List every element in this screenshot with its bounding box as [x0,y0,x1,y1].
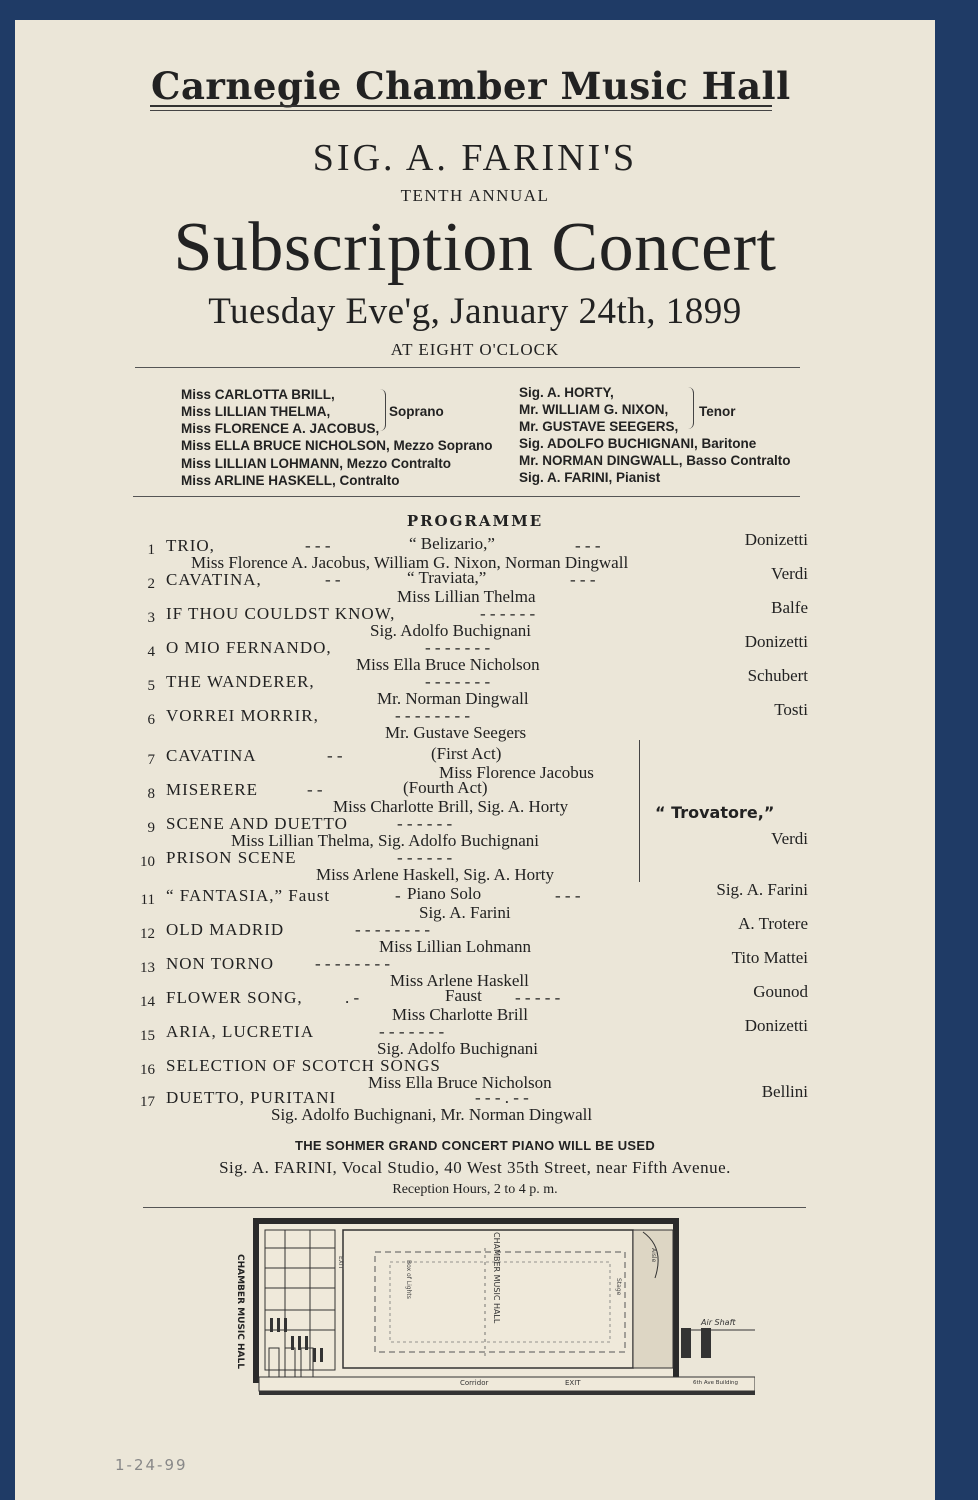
item-composer: Tosti [774,700,808,719]
item-number: 8 [147,786,155,802]
item-number: 2 [147,576,155,592]
item-performers: Miss Florence Jacobus [439,763,594,782]
item-composer: Sig. A. Farini [716,880,808,899]
presenter: SIG. A. FARINI'S [312,137,638,179]
floor-plan-air-shaft: Air Shaft [701,1318,736,1327]
program-page [15,20,935,1500]
soprano-brace [379,389,386,431]
performer: Mr. WILLIAM G. NIXON, [519,402,669,417]
item-number: 3 [147,610,155,626]
item-number: 16 [140,1062,155,1078]
item-number: 5 [147,678,155,694]
soprano-label: Soprano [389,404,444,419]
performer: Miss CARLOTTA BRILL, [181,387,335,402]
item-performers: Sig. Adolfo Buchignani [370,621,532,640]
item-composer: A. Trotere [738,914,808,933]
trovatore-label: “ Trovatore,” [655,803,775,822]
item-composer: Donizetti [744,530,808,549]
item-number: 6 [147,712,155,728]
item-performers: Sig. Adolfo Buchignani [377,1039,539,1058]
performer: Miss FLORENCE A. JACOBUS, [181,421,380,436]
programme-heading: PROGRAMME [406,512,544,530]
item-performers: Miss Lillian Lohmann [379,937,532,956]
floor-plan-side-label: CHAMBER MUSIC HALL [235,1254,245,1369]
performer: Sig. A. FARINI, Pianist [519,470,661,485]
divider [135,367,800,368]
item-composer: Balfe [771,598,808,617]
item-title: TRIO, [166,536,215,555]
item-performers: Sig. A. Farini [419,903,511,922]
title-rule-thin [150,110,772,111]
handwritten-date: 1-24-99 [115,1456,188,1474]
item-number: 7 [147,752,155,768]
item-source: “ Traviata,” [407,568,487,587]
item-number: 14 [140,994,155,1010]
item-title: OLD MADRID [166,920,285,939]
item-source: (Fourth Act) [403,778,488,797]
edition: TENTH ANNUAL [400,186,550,205]
reception-hours: Reception Hours, 2 to 4 p. m. [392,1182,558,1197]
trovatore-bracket [635,740,640,882]
item-leader: - - - [575,536,601,555]
item-source: Piano Solo [407,884,482,903]
item-leader: - - - - - - - - [355,920,431,939]
item-title: “ FANTASIA,” Faust [166,886,331,905]
item-number: 13 [140,960,155,976]
item-number: 15 [140,1028,155,1044]
item-performers: Miss Florence A. Jacobus, William G. Nixon, Norman Dingwall [191,553,629,572]
item-performers: Miss Arlene Haskell [390,971,529,990]
item-leader: - - - - - - - [425,672,491,691]
piano-note: THE SOHMER GRAND CONCERT PIANO WILL BE USED [294,1138,656,1153]
item-performers: Miss Arlene Haskell, Sig. A. Horty [316,865,554,884]
title-rule [150,105,772,107]
item-leader: - - - . - - [475,1088,529,1107]
item-title: PRISON SCENE [166,848,297,867]
item-composer: Bellini [761,1082,808,1101]
floor-plan-aisle: Aisle [650,1248,657,1263]
item-performers: Sig. Adolfo Buchignani, Mr. Norman Dingwall [271,1105,593,1124]
item-composer: Tito Mattei [731,948,808,967]
item-performers: Miss Charlotte Brill [392,1005,528,1024]
item-leader: - - - - - - [397,848,453,867]
item-title: CAVATINA [166,746,257,765]
item-source: “ Belizario,” [409,534,495,553]
floor-plan-exit-top: EXIT [337,1256,344,1270]
event-title: Subscription Concert [173,209,777,286]
event-date: Tuesday Eve'g, January 24th, 1899 [208,291,742,332]
item-composer: Schubert [747,666,808,685]
item-leader: - - [325,570,341,589]
item-title: SELECTION OF SCOTCH SONGS [166,1056,441,1075]
floor-plan-exit: EXIT [565,1379,581,1387]
item-performers: Mr. Gustave Seegers [385,723,527,742]
divider [143,1207,806,1208]
performer: Sig. A. HORTY, [519,385,614,400]
item-title: CAVATINA, [166,570,262,589]
performer: Miss ARLINE HASKELL, Contralto [181,473,400,488]
performer: Mr. NORMAN DINGWALL, Basso Contralto [519,453,791,468]
performer: Miss LILLIAN THELMA, [181,404,331,419]
performer: Sig. ADOLFO BUCHIGNANI, Baritone [519,436,757,451]
item-leader: - - - - - - [397,814,453,833]
item-title: O MIO FERNANDO, [166,638,332,657]
item-source: (First Act) [431,744,502,763]
floor-plan-center-label: CHAMBER MUSIC HALL [492,1232,501,1324]
item-leader: - - - [555,886,581,905]
trovatore-composer: Verdi [771,829,808,848]
item-title: FLOWER SONG, [166,988,303,1007]
item-composer: Gounod [753,982,808,1001]
item-performers: Miss Ella Bruce Nicholson [368,1073,552,1092]
item-performers: Miss Charlotte Brill, Sig. A. Horty [333,797,569,816]
performer: Mr. GUSTAVE SEEGERS, [519,419,679,434]
floor-plan-stage: Stage [615,1278,622,1296]
item-performers: Miss Lillian Thelma, Sig. Adolfo Buchignani [231,831,540,850]
item-performers: Mr. Norman Dingwall [377,689,529,708]
item-number: 9 [147,820,155,836]
floor-plan [225,1218,755,1418]
tenor-label: Tenor [699,404,736,419]
item-title: IF THOU COULDST KNOW, [166,604,396,623]
item-leader: - - - - - [515,988,561,1007]
item-title: MISERERE [166,780,259,799]
floor-plan-drawing [225,1218,755,1418]
item-leader: - - - - - - - - [395,706,471,725]
floor-plan-corridor: Corridor [460,1379,489,1387]
item-composer: Verdi [771,564,808,583]
item-number: 4 [147,644,155,660]
tenor-brace [687,387,694,429]
item-source: Faust [445,986,482,1005]
item-leader: - - - - - - [480,604,536,623]
event-time: AT EIGHT O'CLOCK [390,340,560,359]
item-leader: - - - [570,570,596,589]
venue-title: Carnegie Chamber Music Hall [151,64,791,108]
item-title: VORREI MORRIR, [166,706,319,725]
floor-plan-building: 6th Ave Building [693,1380,739,1386]
studio-address: Sig. A. FARINI, Vocal Studio, 40 West 35th Street, near Fifth Avenue. [219,1158,731,1177]
floor-plan-box-label: Box of Lights [405,1260,412,1299]
item-number: 12 [140,926,155,942]
item-leader: . - [345,988,360,1007]
item-number: 17 [140,1094,155,1110]
divider [133,496,800,497]
item-leader: - - [327,746,343,765]
item-leader: - - - - - - - [425,638,491,657]
item-number: 11 [140,892,155,908]
item-performers: Miss Ella Bruce Nicholson [356,655,540,674]
item-leader: - - - - - - - [379,1022,445,1041]
item-performers: Miss Lillian Thelma [397,587,536,606]
item-number: 1 [147,542,155,558]
item-leader: - - - - - - - - [315,954,391,973]
item-number: 10 [140,854,155,870]
performer: Miss ELLA BRUCE NICHOLSON, Mezzo Soprano [181,438,493,453]
item-title: THE WANDERER, [166,672,315,691]
item-leader: - - - [305,536,331,555]
item-leader: - [395,886,401,905]
item-composer: Donizetti [744,1016,808,1035]
item-title: NON TORNO [166,954,275,973]
item-title: ARIA, LUCRETIA [166,1022,315,1041]
performer: Miss LILLIAN LOHMANN, Mezzo Contralto [181,456,451,471]
item-composer: Donizetti [744,632,808,651]
item-title: DUETTO, PURITANI [166,1088,337,1107]
item-leader: - - [307,780,323,799]
item-title: SCENE AND DUETTO [166,814,348,833]
